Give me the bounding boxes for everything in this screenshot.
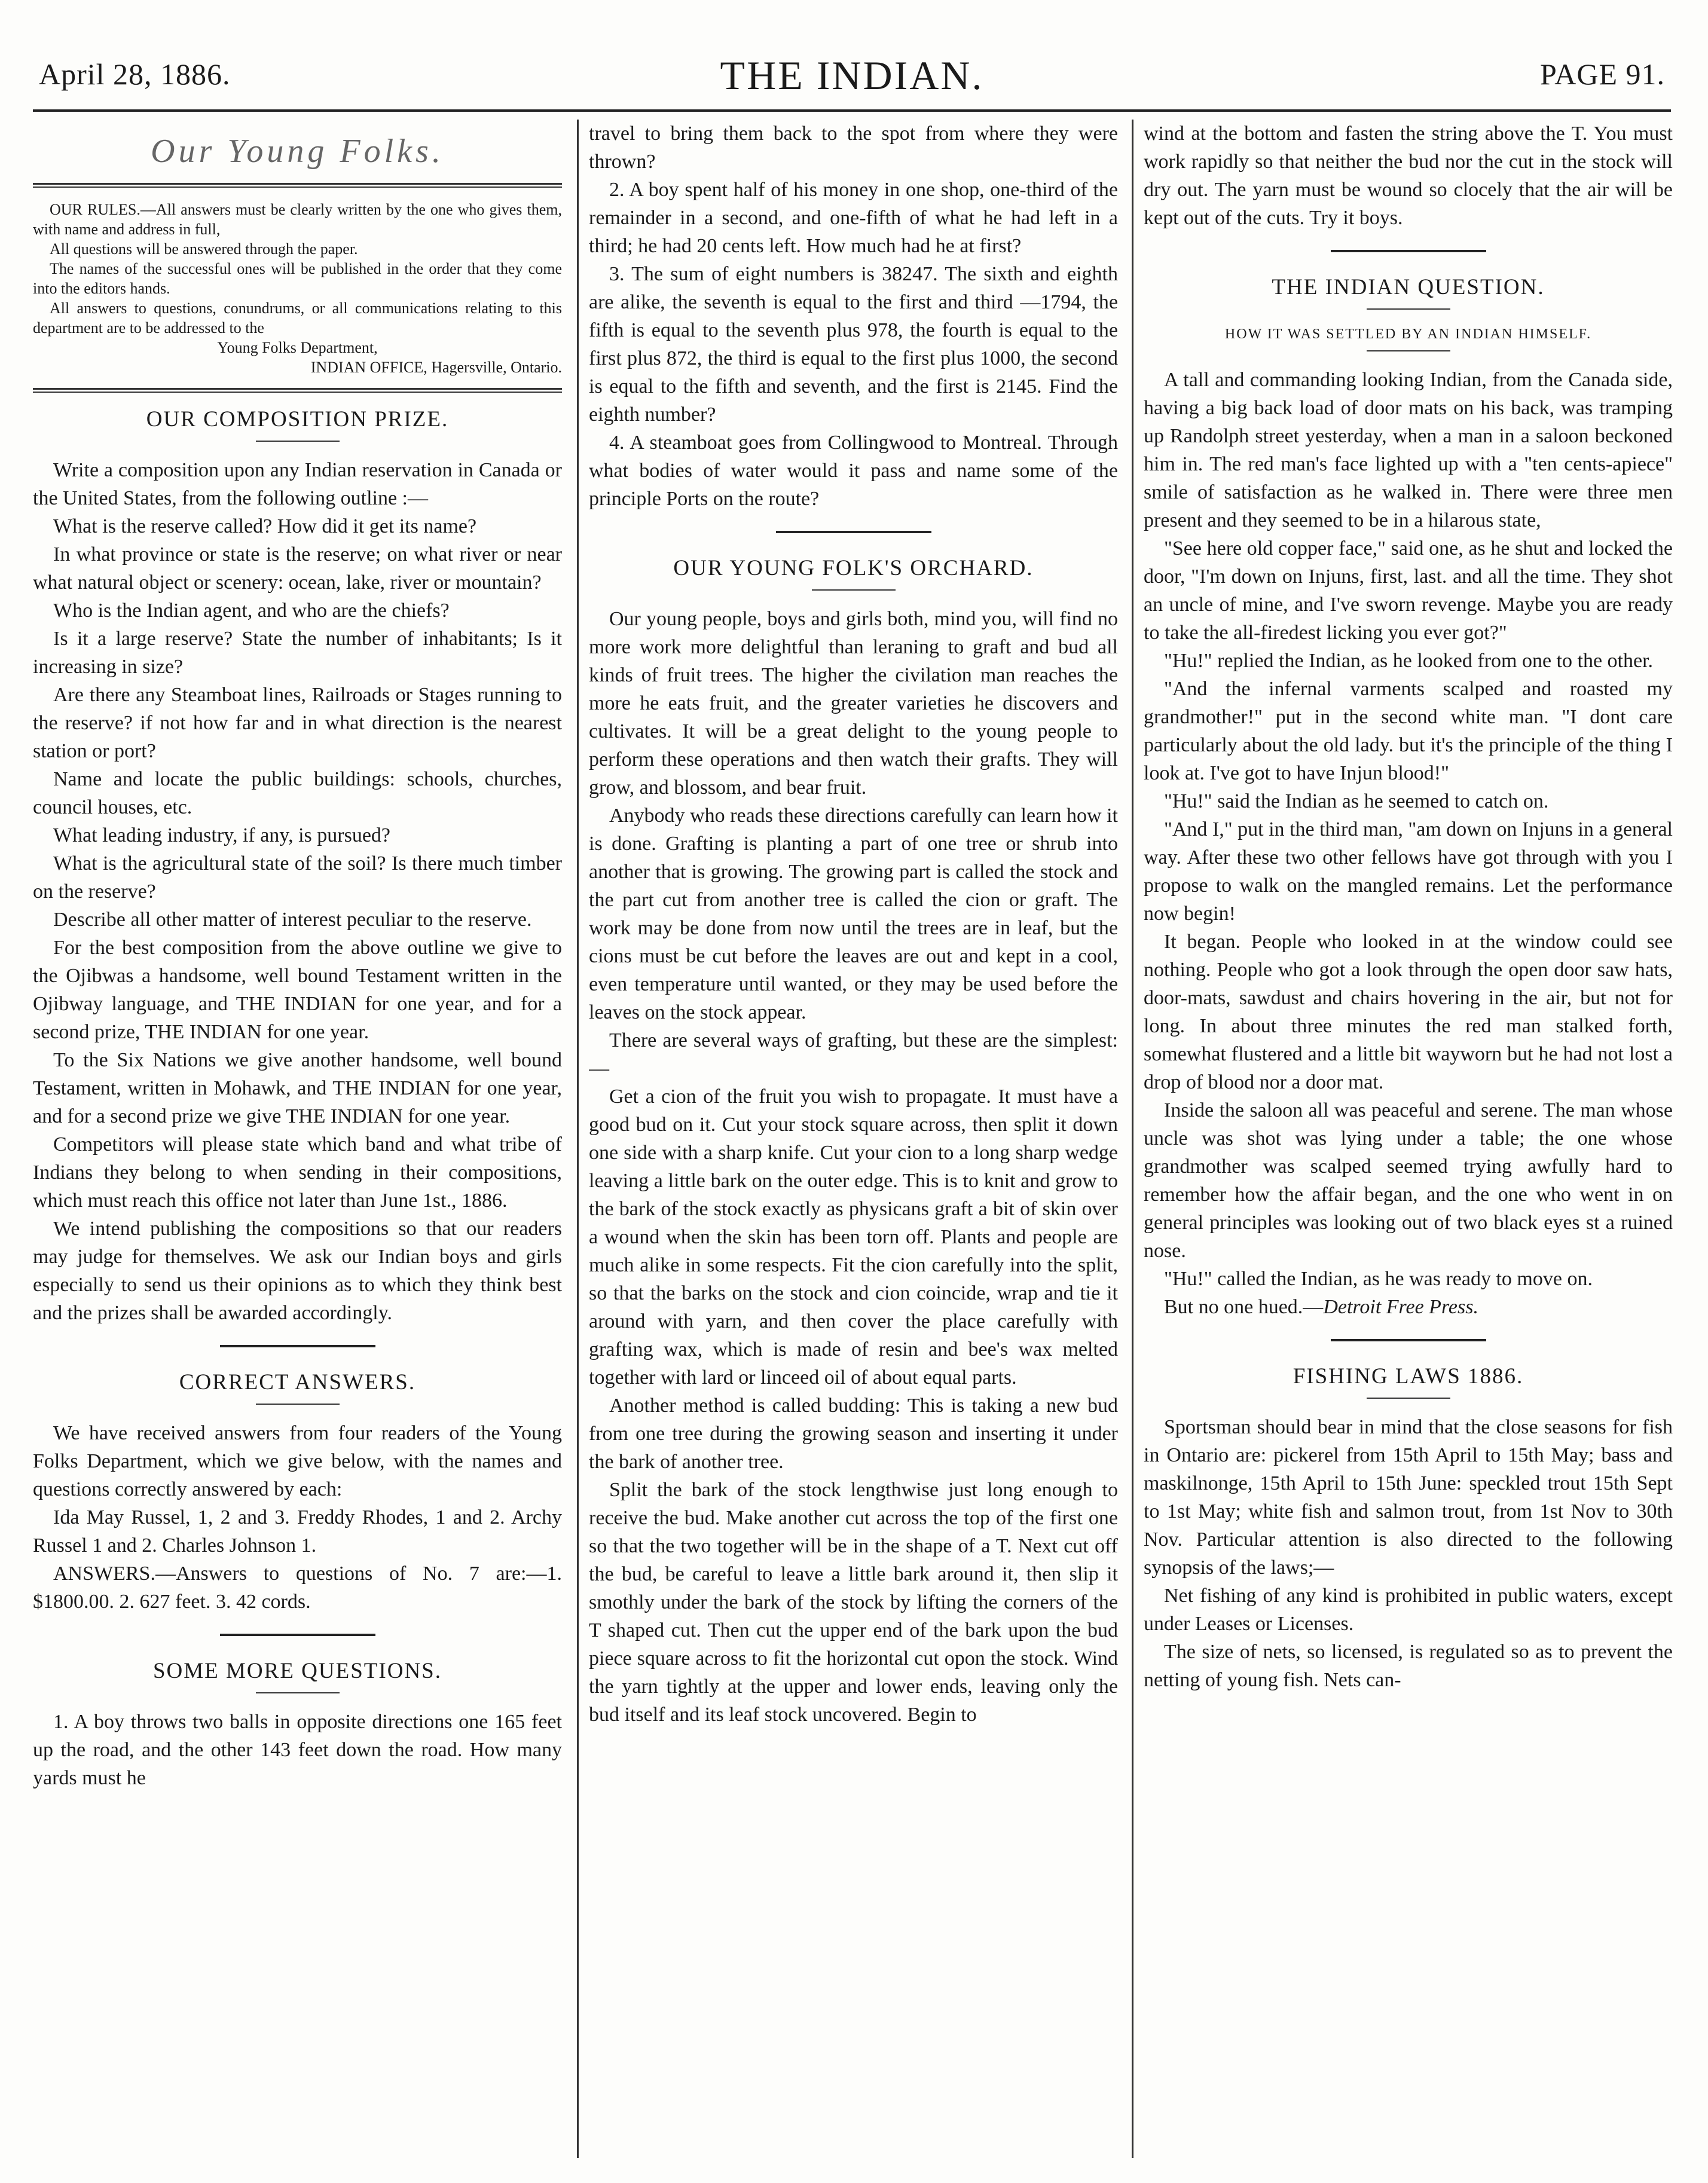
article-paragraph: Are there any Steamboat lines, Railroads or Stages running to the reserve? if not how far and in what direction is the nearest station or port?: [33, 684, 562, 762]
article-paragraph: Ida May Russel, 1, 2 and 3. Freddy Rhodes, 1 and 2. Archy Russel 1 and 2. Charles Johnson 1.: [33, 1506, 562, 1557]
address-line: INDIAN OFFICE, Hagersville, Ontario.: [310, 359, 562, 376]
short-rule: [256, 1404, 340, 1405]
heading-indian-question: THE INDIAN QUESTION.: [1272, 275, 1545, 299]
article-paragraph: "And the infernal varments scalped and roasted my grandmother!" put in the second white man. "I dont care particularly about the old lady. but it's the principle of the thing I look at. I've got to have Injun blood!": [1144, 678, 1673, 784]
section-rule: [220, 1634, 375, 1636]
column-1: [33, 120, 562, 2161]
article-paragraph: Net fishing of any kind is prohibited in public waters, except under Leases or Licenses.: [1144, 1585, 1673, 1635]
rules-paragraph: OUR RULES.—All answers must be clearly written by the one who gives them, with name and address in full,: [33, 201, 562, 238]
article-paragraph: Who is the Indian agent, and who are the chiefs?: [53, 600, 450, 622]
article-paragraph: We intend publishing the compositions so that our readers may judge for themselves. We ask our Indian boys and girls especially to send us their opinions as to which they think best and the prizes shall be awarded accordingly.: [33, 1218, 562, 1324]
article-paragraph: Get a cion of the fruit you wish to propagate. It must have a good bud on it. Cut your stock square across, then split it down one side with a sharp knife. Cut your cion to a long sharp wedge leaving a little bark on the outer edge. This is to knit and grow to the bark of the stock exactly as physicans graft a bit of skin over a wound when the skin has been torn off. Plants and people are much alike in some respects. Fit the cion carefully into the split, so that the barks on the stock and cion coincide, wrap and tie it around with yarn, and then cover the place carefully with grafting wax, which is made of resin and bee's wax melted together with lard or linceed oil of about equal parts.: [589, 1086, 1118, 1389]
article-paragraph: 3. The sum of eight numbers is 38247. The sixth and eighth are alike, the seventh is equal to the first and third —1794, the fifth is equal to the seventh plus 978, the fourth is equal to the first plus 872, the third is equal to the first plus 1000, the second is equal to the fifth and seventh, and the first is 2145. Find the eighth number?: [589, 263, 1118, 426]
rules-paragraph: All answers to questions, conundrums, or all communications relating to this department are to be addressed to the: [33, 299, 562, 337]
masthead: [33, 53, 1671, 105]
article-paragraph: "Hu!" said the Indian as he seemed to catch on.: [1164, 790, 1549, 812]
section-rule: [776, 531, 931, 533]
article-paragraph: What is the agricultural state of the soil? Is there much timber on the reserve?: [33, 852, 562, 903]
rules-paragraph: The names of the successful ones will be published in the order that they come into the editors hands.: [33, 260, 562, 297]
article-paragraph: What is the reserve called? How did it get its name?: [53, 515, 477, 537]
subheading-indian-question: HOW IT WAS SETTLED BY AN INDIAN HIMSELF.: [1224, 326, 1592, 342]
article-paragraph: Write a composition upon any Indian reservation in Canada or the United States, from the following outline :—: [33, 459, 562, 509]
heading-fishing-laws: FISHING LAWS 1886.: [1293, 1364, 1524, 1389]
article-ending: [1144, 1293, 1673, 1321]
divider: [33, 183, 562, 188]
section-title-young-folks: Our Young Folks.: [151, 133, 444, 170]
article-paragraph: "Hu!" replied the Indian, as he looked from one to the other.: [1164, 650, 1654, 672]
article-paragraph: Split the bark of the stock lengthwise just long enough to receive the bud. Make another cut across the top of the first one so that the two together will be in the shape of a T. Next cut off the bud, be careful to leave a little bark around it, then slip it smothly under the bark of the stock by lifting the corners of the T shaped cut. Then cut the upper end of the bark upon the bud piece square across to fit the horizontal cut opon the stock. Wind the yarn tightly at the upper and lower ends, leaving only the bud itself and its leaf stock uncovered. Begin to: [589, 1479, 1118, 1726]
masthead-rule: [33, 109, 1671, 112]
heading-more-questions: SOME MORE QUESTIONS.: [152, 1659, 442, 1683]
issue-date: April 28, 1886.: [39, 57, 231, 91]
article-paragraph: Another method is called budding: This is taking a new bud from one tree during the growing season and inserting it under the bark of another tree.: [589, 1395, 1118, 1473]
article-paragraph: In what province or state is the reserve; on what river or near what natural object or scenery: ocean, lake, river or mountain?: [33, 543, 562, 594]
article-paragraph: Sportsman should bear in mind that the close seasons for fish in Ontario are: pickerel from 15th April to 15th May; bass and maskilnonge, 15th April to 15th June: speckled trout 15th Sept to 1st May; white fish and salmon trout, from 1st Nov to 30th Nov. Particular attention is also directed to the following synopsis of the laws;—: [1144, 1416, 1673, 1579]
article-paragraph: The size of nets, so licensed, is regulated so as to prevent the netting of young fish. Nets can-: [1144, 1641, 1673, 1691]
article-paragraph: It began. People who looked in at the window could see nothing. People who got a look through the open door saw hats, door-mats, sawdust and chairs hovering in the air, but not for long. In about three minutes the red man stalked forth, somewhat flustered and a little bit wayworn but he had not lost a drop of blood nor a door mat.: [1144, 931, 1673, 1093]
rules-paragraph: All questions will be answered through the paper.: [50, 240, 358, 258]
article-paragraph: There are several ways of grafting, but these are the simplest:—: [589, 1029, 1118, 1080]
article-paragraph: We have received answers from four readers of the Young Folks Department, which we give below, with the names and questions correctly answered by each:: [33, 1422, 562, 1500]
divider: [33, 388, 562, 393]
article-paragraph: "Hu!" called the Indian, as he was ready to move on.: [1164, 1268, 1593, 1290]
article-paragraph: travel to bring them back to the spot from where they were thrown?: [589, 123, 1118, 173]
column-divider: [577, 120, 579, 2158]
article-paragraph: Anybody who reads these directions carefully can learn how it is done. Grafting is planting a part of one tree or shrub into another that is growing. The growing part is called the stock and the part cut from another tree is called the cion or graft. The work may be done from now until the trees are in leaf, but the cions must be cut before the leaves are out and kept in a cool, even temperature until wanted, or they may be used before the leaves on the stock appear.: [589, 805, 1118, 1023]
short-rule: [256, 441, 340, 442]
article-paragraph: A tall and commanding looking Indian, from the Canada side, having a big back load of door mats on his back, was tramping up Randolph street yesterday, when a man in a saloon beckoned him in. The red man's face lighted up with a "ten cents-apiece" smile of satisfaction as he walked in. There were three men present and they seemed to be in a hilarous state,: [1144, 369, 1673, 531]
column-2: [589, 120, 1118, 2161]
section-rule: [1331, 250, 1486, 252]
page-number: PAGE 91.: [1540, 57, 1665, 91]
section-rule: [1331, 1339, 1486, 1341]
article-paragraph: Our young people, boys and girls both, mind you, will find no more work more delightful than leraning to graft and bud all kinds of fruit trees. The higher the civilation man reaches the more he eats fruit, and the greater varieties he discovers and cultivates. It will be a great delight to the young people to perform these operations and then watch their grafts. They will grow, and blossom, and bear fruit.: [589, 608, 1118, 799]
article-paragraph: 1. A boy throws two balls in opposite directions one 165 feet up the road, and the other 143 feet down the road. How many yards must he: [33, 1711, 562, 1789]
article-paragraph: "And I," put in the third man, "am down on Injuns in a general way. After these two other fellows have got through with you I propose to walk on the mangled remains. Let the performance now begin!: [1144, 818, 1673, 925]
rules-box: [33, 200, 562, 377]
short-rule: [1367, 308, 1450, 310]
article-paragraph: Name and locate the public buildings: schools, churches, council houses, etc.: [33, 768, 562, 818]
article-paragraph: What leading industry, if any, is pursued?: [53, 824, 391, 846]
heading-composition-prize: OUR COMPOSITION PRIZE.: [146, 407, 449, 432]
article-paragraph: Describe all other matter of interest peculiar to the reserve.: [53, 909, 532, 931]
article-paragraph: For the best composition from the above outline we give to the Ojibwas a handsome, well bound Testament written in the Ojibway language, and THE INDIAN for one year, and for a second prize, THE INDIAN for one year.: [33, 937, 562, 1043]
heading-correct-answers: CORRECT ANSWERS.: [179, 1370, 416, 1395]
column-3: [1144, 120, 1673, 2161]
article-paragraph: 2. A boy spent half of his money in one shop, one-third of the remainder in a second, and one-fifth of what he had left in a third; he had 20 cents left. How much had he at first?: [589, 179, 1118, 257]
column-divider: [1132, 120, 1133, 2158]
article-paragraph: 4. A steamboat goes from Collingwood to Montreal. Through what bodies of water would it pass and name some of the principle Ports on the route?: [589, 432, 1118, 510]
heading-orchard: OUR YOUNG FOLK'S ORCHARD.: [673, 556, 1034, 580]
article-paragraph: Competitors will please state which band and what tribe of Indians they belong to when sending in their compositions, which must reach this office not later than June 1st., 1886.: [33, 1133, 562, 1212]
article-paragraph: ANSWERS.—Answers to questions of No. 7 are:—1. $1800.00. 2. 627 feet. 3. 42 cords.: [33, 1563, 562, 1613]
section-rule: [220, 1345, 375, 1347]
article-paragraph: Inside the saloon all was peaceful and serene. The man whose uncle was shot was lying under a table; the one whose grandmother was scalped seemed trying awfully hard to remember how the affair began, and the one who went in on general principles was looking out of two black eyes st a ruined nose.: [1144, 1099, 1673, 1262]
short-rule: [1367, 350, 1450, 351]
address-line: Young Folks Department,: [217, 339, 378, 356]
short-rule: [256, 1692, 340, 1693]
newspaper-title: THE INDIAN.: [720, 53, 984, 98]
short-rule: [1367, 1398, 1450, 1399]
article-paragraph: Is it a large reserve? State the number of inhabitants; Is it increasing in size?: [33, 628, 562, 678]
short-rule: [812, 589, 896, 591]
newspaper-page: [33, 53, 1673, 2161]
article-paragraph: wind at the bottom and fasten the string above the T. You must work rapidly so that neither the bud nor the cut in the stock will dry out. The yarn must be wound so clocely that the air will be kept out of the cuts. Try it boys.: [1144, 123, 1673, 229]
article-paragraph: To the Six Nations we give another handsome, well bound Testament, written in Mohawk, and THE INDIAN for one year, and for a second prize we give THE INDIAN for one year.: [33, 1049, 562, 1127]
source-credit: Detroit Free Press.: [1323, 1296, 1478, 1318]
ending-text: But no one hued.—: [1164, 1296, 1324, 1318]
article-paragraph: "See here old copper face," said one, as he shut and locked the door, "I'm down on Injuns, first, last. and all the time. They shot an uncle of mine, and I've sworn revenge. Maybe you are ready to take the all-firedest licking you ever got?": [1144, 537, 1673, 644]
